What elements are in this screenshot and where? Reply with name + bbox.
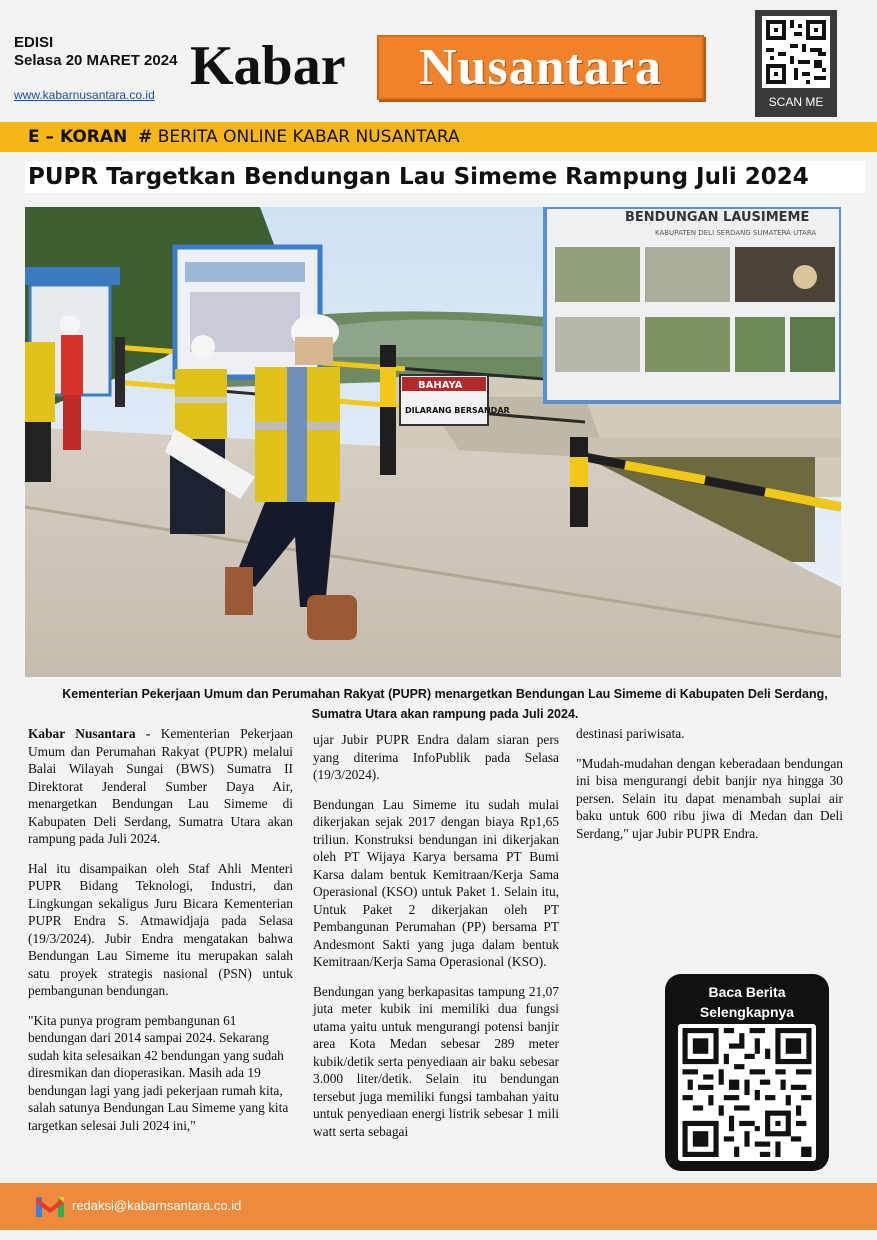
read-more-line-2: Selengkapnya xyxy=(699,1004,795,1020)
qr-code-icon xyxy=(762,16,830,88)
masthead-nusantara-box xyxy=(377,35,704,100)
edition-label: EDISI xyxy=(14,34,54,51)
footer-email-link[interactable]: redaksi@kabarnsantara.co.id xyxy=(72,1198,242,1213)
photo-sign-subtitle: KABUPATEN DELI SERDANG SUMATERA UTARA xyxy=(655,229,817,237)
person-left-edge xyxy=(25,342,55,482)
e-koran-label: E – KORAN xyxy=(28,127,128,147)
read-more-qr[interactable] xyxy=(665,974,829,1171)
edition-info xyxy=(14,34,177,70)
qr-code-icon xyxy=(682,1028,812,1157)
article-column-3 xyxy=(576,725,843,854)
photo-warning-text: DILARANG BERSANDAR xyxy=(405,406,510,415)
photo-caption xyxy=(40,684,850,724)
article-column-1 xyxy=(28,725,293,1146)
paragraph-3: "Kita punya program pembangunan 61 bendungan dari 2014 sampai 2024. Sekarang sudah kita selesaikan 42 bendungan yang sudah diresmikan dan dioperasikan. Masih ada 19 bendungan lagi yang jadi pekerjaan rumah kita, salah satunya Bendungan Lau Simeme yang kita targetkan selesai Juli 2024 ini," xyxy=(28,1012,289,1133)
dam-inspection-photo xyxy=(25,207,841,677)
website-link[interactable]: www.kabarnusantara.co.id xyxy=(14,88,155,102)
edition-date: Selasa 20 MARET 2024 xyxy=(14,52,178,69)
paragraph-5: Bendungan Lau Simeme itu sudah mulai dikerjakan sejak 2017 dengan biaya Rp1,65 triliun. Konstruksi bendungan ini dikerjakan oleh PT Wijaya Karya bersama PT Bumi Karsa dalam bentuk Kemitraan/Kerja Sama Operasional (KSO) untuk Paket 1. Selain itu, Untuk Paket 2 dikerjakan oleh PT Pembangunan Perumahan (PP) bersama PT Andesmont Sakti yang juga dalam bentuk Kemitraan/Kerja Sama Operasional (KSO). xyxy=(313,796,559,969)
masthead-kabar: Kabar xyxy=(190,35,346,97)
band-subtitle: BERITA ONLINE KABAR NUSANTARA xyxy=(157,127,460,147)
article-headline: PUPR Targetkan Bendungan Lau Simeme Rampung Juli 2024 xyxy=(28,164,809,190)
masthead-nusantara: Nusantara xyxy=(418,39,663,96)
paragraph-8: "Mudah-mudahan dengan keberadaan bendungan ini bisa mengurangi debit banjir nya hingga 30 persen. Selain itu dapat menambah suplai air baku untuk 600 ribu jiwa di Medan dan Deli Serdang," ujar Jubir PUPR Endra. xyxy=(576,755,843,841)
scan-qr-block[interactable] xyxy=(755,10,837,117)
caption-line-1: Kementerian Pekerjaan Umum dan Perumahan Rakyat (PUPR) menargetkan Bendungan Lau Simeme di Kabupaten Deli Serdang, xyxy=(62,687,828,701)
paragraph-2: Hal itu disampaikan oleh Staf Ahli Menteri PUPR Bidang Teknologi, Industri, dan Lingkungan sekaligus Juru Bicara Kementerian PUPR Endra S. Atmawidjaja pada Selasa (19/3/2024). Jubir Endra mengatakan bahwa Bendungan Lau Simeme itu merupakan salah satu proyek strategis nasional (PSN) untuk pembangunan bendungan. xyxy=(28,860,293,998)
paragraph-6: Bendungan yang berkapasitas tampung 21,07 juta meter kubik ini memiliki dua fungsi utama yaitu untuk mengurangi potensi banjir area Kota Medan sebesar 289 meter kubik/detik serta penyediaan air baku sebesar 3.000 liter/detik. Selain itu bendungan tersebut juga memiliki fungsi tambahan yaitu untuk penyediaan energi listrik sebesar 1 mili watt serta sebagai xyxy=(313,983,559,1139)
read-more-qr-frame xyxy=(678,1024,816,1161)
article-column-2 xyxy=(313,731,559,1152)
article-photo xyxy=(25,207,841,677)
paragraph-1 xyxy=(28,725,293,848)
paragraph-1-text: Kementerian Pekerjaan Umum dan Perumahan Rakyat (PUPR) melalui Balai Wilayah Sungai (BWS) Sumatra II Direktorat Jenderal Sumber Daya Air, menargetkan Bendungan Lau Simeme di Kabupaten Deli Serdang, Sumatra Utara akan rampung pada Juli 2024. xyxy=(28,726,293,846)
photo-warning-title: BAHAYA xyxy=(418,380,463,391)
paragraph-4: ujar Jubir PUPR Endra dalam siaran pers yang diterima InfoPublik pada Selasa (19/3/2024). xyxy=(313,732,559,782)
caption-line-2: Sumatra Utara akan rampung pada Juli 2024. xyxy=(311,707,579,721)
photo-sign-title: BENDUNGAN LAUSIMEME xyxy=(625,210,810,225)
section-band-text xyxy=(28,127,460,147)
person-red-suit xyxy=(60,315,83,450)
paragraph-7: destinasi pariwisata. xyxy=(576,726,685,741)
byline: Kabar Nusantara - xyxy=(28,726,151,741)
hash-symbol: # xyxy=(138,127,153,147)
read-more-title xyxy=(665,982,829,1022)
mail-icon xyxy=(36,1195,64,1217)
read-more-line-1: Baca Berita xyxy=(708,984,786,1000)
scan-me-label: SCAN ME xyxy=(768,95,824,109)
